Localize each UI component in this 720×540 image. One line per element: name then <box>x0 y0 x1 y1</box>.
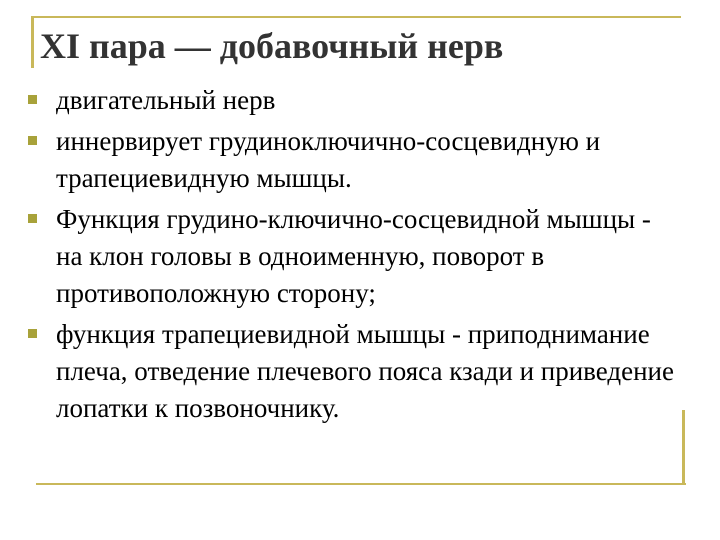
slide-title: XI пара — добавочный нерв <box>40 26 504 66</box>
left-decorative-line <box>31 16 34 68</box>
square-bullet-icon <box>28 214 37 223</box>
bullet-text: Функция грудино-ключично-сосцевидной мышцы - на клон головы в одноименную, поворот в противоположную сторону; <box>56 204 651 308</box>
bullet-item <box>24 82 684 119</box>
bottom-decorative-line <box>36 483 686 485</box>
bullet-text: функция трапециевидной мышцы - приподнимание плеча, отведение плечевого пояса кзади и приведение лопатки к позвоночнику. <box>56 319 674 423</box>
bullet-list <box>24 82 684 431</box>
bullet-item <box>24 123 684 197</box>
bullet-item <box>24 201 684 312</box>
bullet-text: иннервирует грудиноключично-сосцевидную и трапециевидную мышцы. <box>56 126 601 193</box>
square-bullet-icon <box>28 329 37 338</box>
square-bullet-icon <box>28 136 37 145</box>
bullet-text: двигательный нерв <box>56 85 276 115</box>
square-bullet-icon <box>28 95 37 104</box>
bullet-item <box>24 316 684 427</box>
top-decorative-line <box>31 16 681 18</box>
